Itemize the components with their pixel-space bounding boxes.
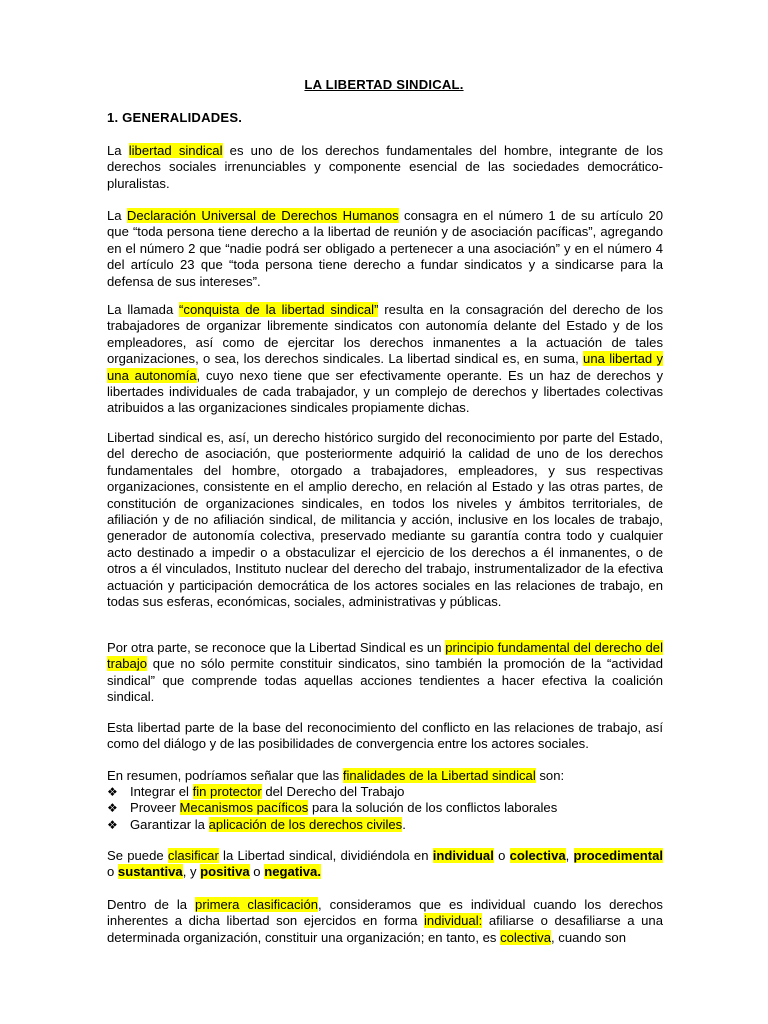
- text-run: Proveer: [130, 800, 180, 816]
- highlight: individual: [432, 848, 494, 863]
- diamond-bullet-icon: ❖: [107, 817, 118, 832]
- highlight: procedimental: [573, 848, 664, 863]
- highlight: colectiva: [500, 929, 552, 945]
- highlight: primera clasificación: [195, 897, 319, 912]
- document-title: LA LIBERTAD SINDICAL.: [304, 77, 464, 92]
- text-run: .: [402, 816, 406, 832]
- section-heading: 1. GENERALIDADES.: [107, 110, 243, 125]
- text-run: la Libertad sindical, dividiéndola en: [218, 848, 433, 863]
- text-run: o: [249, 864, 265, 880]
- paragraph-5: [107, 640, 663, 706]
- text-run: La llamada: [107, 302, 180, 317]
- highlight: libertad sindical: [128, 143, 223, 158]
- paragraph-9: [107, 897, 663, 946]
- text-run: , y: [182, 864, 201, 880]
- paragraph-4: Libertad sindical es, así, un derecho histórico surgido del reconocimiento por parte del Estado, del derecho de asociación, que posteriormente adquirió la calidad de uno de los derechos fundamentales del hombre, otorgado a trabajadores, empleadores, y sus respectivas organizaciones, consistente en el amplio derecho, en relación al Estado y las otras partes, de constitución de organizaciones sindicales, en todos los niveles y ámbitos territoriales, de afiliación y de no afiliación sindical, de militancia y acción, inclusive en los locales de trabajo, generador de autonomía colectiva, preservado mediante su garantía contra todo y cualquier acto destinado a impedir o a obstaculizar el ejercicio de los derechos a él inmanentes, o de otros a él vinculados, Instituto nuclear del derecho del trabajo, instrumentalizador de la efectiva actuación y participación democrática de los actores sociales en las relaciones de trabajo, en todas sus esferas, económicas, sociales, administrativas y públicas.: [107, 430, 663, 610]
- highlight: una libertad y una autonomía: [107, 351, 663, 383]
- text-run: o: [493, 848, 510, 863]
- text-run: Integrar el: [130, 784, 193, 799]
- text-run: Garantizar la: [130, 816, 209, 832]
- highlight: fin protector: [192, 784, 262, 799]
- text-run: es uno de los derechos fundamentales del hombre, integrante de los derechos sociales irrenunciables y componente esencial de las sociedades democrático-pluralistas.: [107, 143, 664, 191]
- list-item: [107, 800, 667, 816]
- text-run: son:: [535, 768, 565, 783]
- finalidades-list: [107, 784, 667, 833]
- list-item: [107, 817, 667, 833]
- highlight: individual:: [424, 913, 483, 929]
- highlight: sustantiva: [117, 864, 183, 880]
- text-run: que no sólo permite constituir sindicatos, sino también la promoción de la “actividad sindical” que comprende todas aquellas acciones tendientes a hacer efectiva la coalición sindical.: [107, 656, 663, 705]
- highlight: finalidades de la Libertad sindical: [342, 768, 536, 783]
- paragraph-7: [107, 768, 663, 784]
- paragraph-1: [107, 143, 663, 192]
- highlight: negativa.: [264, 864, 321, 880]
- highlight: Declaración Universal de Derechos Humanos: [126, 208, 399, 223]
- text-run: consagra en el número 1 de su artículo 20 que “toda persona tiene derecho a la libertad de reunión y de asociación pacíficas”, agregando en el número 2 que “nadie podrá ser obligado a pertenecer a una asociación” y en el número 4 del artículo 23 que “toda persona tiene derecho a fundar sindicatos y a sindicarse para la defensa de sus intereses”.: [107, 208, 664, 289]
- text-run: para la solución de los conflictos laborales: [308, 800, 558, 816]
- text-run: ,: [565, 848, 574, 863]
- text-run: Dentro de la: [107, 897, 196, 912]
- paragraph-2: [107, 208, 663, 290]
- text-run: La: [107, 143, 129, 158]
- paragraph-3: [107, 302, 663, 417]
- text-run: En resumen, podríamos señalar que las: [107, 768, 343, 783]
- highlight: clasificar: [167, 848, 219, 863]
- text-run: o: [107, 864, 118, 880]
- text-run: , cuando son: [551, 929, 626, 945]
- text-run: afiliarse o desafiliarse a una determinada organización, constituir una organización; en tanto, es: [107, 913, 663, 945]
- list-item: [107, 784, 667, 800]
- text-run: del Derecho del Trabajo: [261, 784, 405, 799]
- paragraph-8: [107, 848, 663, 881]
- highlight: positiva: [200, 864, 250, 880]
- text-run: , cuyo nexo tiene que ser efectivamente operante. Es un haz de derechos y libertades individuales de cada trabajador, y un complejo de derechos y libertades colectivas atribuidos a las organizaciones sindicales propiamente dichas.: [107, 367, 663, 416]
- diamond-bullet-icon: ❖: [107, 785, 118, 799]
- text-run: Por otra parte, se reconoce que la Libertad Sindical es un: [107, 640, 446, 655]
- text-run: , consideramos que es individual cuando los derechos inherentes a dicha libertad son ejercidos en forma: [107, 897, 663, 929]
- paragraph-6: Esta libertad parte de la base del reconocimiento del conflicto en las relaciones de trabajo, así como del diálogo y de las posibilidades de convergencia entre los actores sociales.: [107, 720, 663, 752]
- text-run: Se puede: [107, 848, 168, 863]
- highlight: Mecanismos pacíficos: [179, 800, 309, 816]
- highlight: “conquista de la libertad sindical”: [179, 302, 379, 317]
- text-run: resulta en la consagración del derecho de los trabajadores de organizar libremente sindicatos con autonomía delante del Estado y de los empleadores, así como de ejercitar los derechos inmanentes a la actuación de tales organizaciones, o sea, los derechos sindicales. La libertad sindical es, en suma,: [107, 302, 663, 367]
- highlight: colectiva: [509, 848, 566, 863]
- highlight: aplicación de los derechos civiles: [208, 816, 403, 832]
- diamond-bullet-icon: ❖: [107, 801, 118, 816]
- text-run: La: [107, 208, 127, 223]
- highlight: principio fundamental del derecho del trabajo: [107, 640, 663, 672]
